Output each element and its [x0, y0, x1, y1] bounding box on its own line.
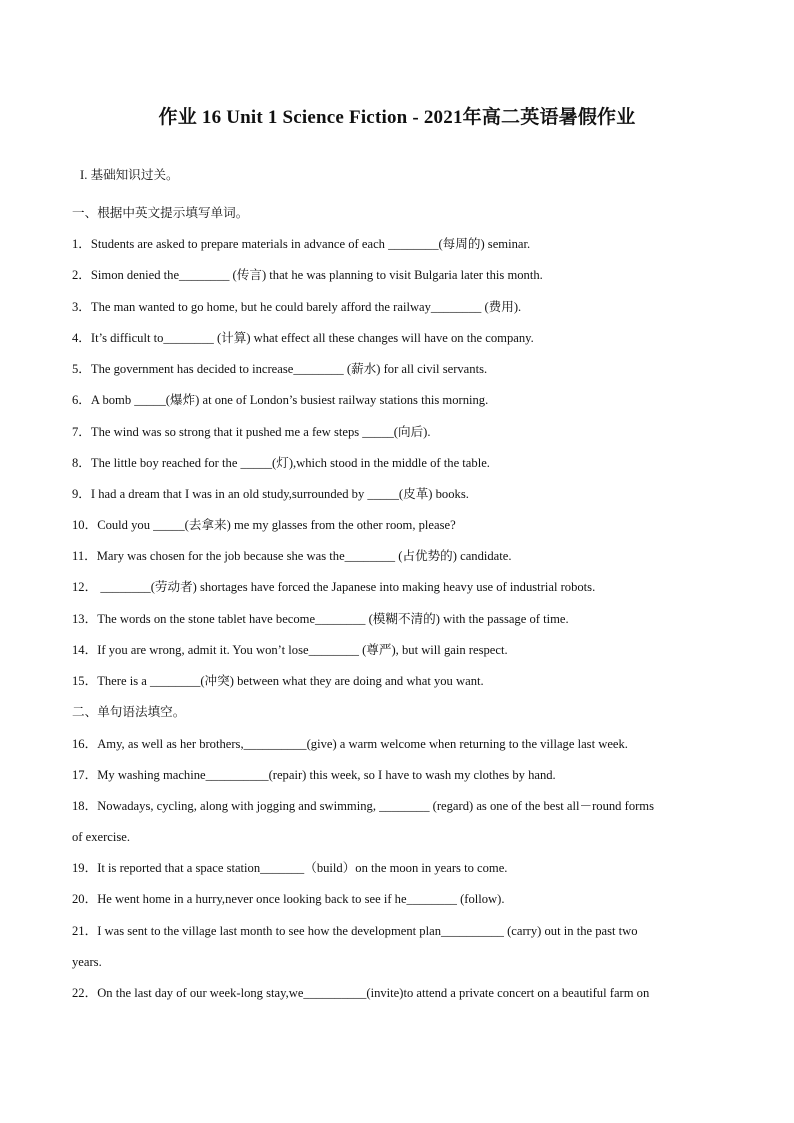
section-heading-grammar: 二、单句语法填空。	[72, 705, 186, 719]
question-item: 8．The little boy reached for the _____(灯),which stood in the middle of the table.	[72, 456, 490, 470]
question-item: 4．It’s difficult to________ (计算) what effect all these changes will have on the company.	[72, 331, 534, 345]
question-item: 3．The man wanted to go home, but he could barely afford the railway________ (费用).	[72, 300, 522, 314]
question-item: 1．Students are asked to prepare materials in advance of each ________(每周的) seminar.	[72, 237, 531, 251]
question-item: 2．Simon denied the________ (传言) that he was planning to visit Bulgaria later this month.	[72, 268, 543, 282]
page-title: 作业 16 Unit 1 Science Fiction - 2021年高二英语暑假作业	[158, 107, 636, 128]
question-item: 19．It is reported that a space station_______（build）on the moon in years to come.	[72, 861, 508, 875]
question-item: 7．The wind was so strong that it pushed me a few steps _____(向后).	[72, 425, 431, 439]
part-heading: I. 基础知识过关。	[80, 168, 179, 182]
question-item: 13．The words on the stone tablet have become________ (模糊不清的) with the passage of time.	[72, 612, 569, 626]
question-item: 15．There is a ________(冲突) between what they are doing and what you want.	[72, 674, 484, 688]
question-item: 22．On the last day of our week-long stay,we__________(invite)to attend a private concert on a beautiful farm on	[72, 986, 650, 1000]
question-item: 5．The government has decided to increase________ (薪水) for all civil servants.	[72, 362, 488, 376]
question-item: 6．A bomb _____(爆炸) at one of London’s busiest railway stations this morning.	[72, 393, 489, 407]
question-item: 17．My washing machine__________(repair) this week, so I have to wash my clothes by hand.	[72, 768, 556, 782]
section-heading-vocabulary: 一、根据中英文提示填写单词。	[72, 206, 249, 220]
question-item: 12． ________(劳动者) shortages have forced the Japanese into making heavy use of industrial robots.	[72, 580, 596, 594]
question-item-continuation: of exercise.	[72, 830, 131, 844]
question-item: 18．Nowadays, cycling, along with jogging and swimming, ________ (regard) as one of the best all－round forms	[72, 799, 655, 813]
question-item: 21．I was sent to the village last month to see how the development plan__________ (carry) out in the past two	[72, 924, 638, 938]
question-item: 10．Could you _____(去拿来) me my glasses from the other room, please?	[72, 518, 456, 532]
question-item: 20．He went home in a hurry,never once looking back to see if he________ (follow).	[72, 892, 505, 906]
question-item: 11．Mary was chosen for the job because she was the________ (占优势的) candidate.	[72, 549, 512, 563]
question-item: 14．If you are wrong, admit it. You won’t lose________ (尊严), but will gain respect.	[72, 643, 508, 657]
question-item: 9．I had a dream that I was in an old study,surrounded by _____(皮革) books.	[72, 487, 469, 501]
question-item: 16．Amy, as well as her brothers,__________(give) a warm welcome when returning to the village last week.	[72, 737, 628, 751]
question-item-continuation: years.	[72, 955, 102, 969]
